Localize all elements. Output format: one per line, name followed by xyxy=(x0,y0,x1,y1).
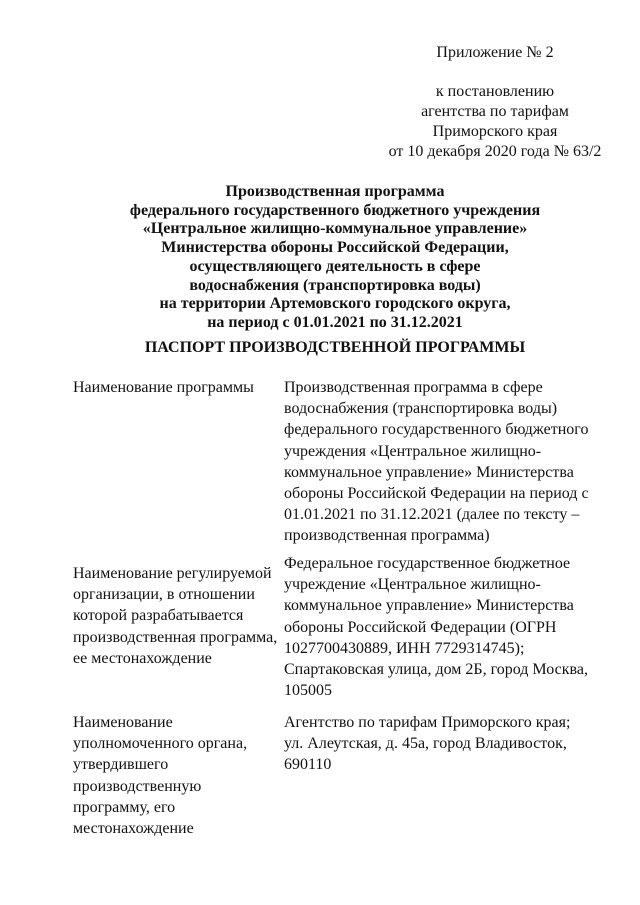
value-line: коммунальное управление» Министерства xyxy=(284,463,574,481)
label-line: Наименование xyxy=(73,714,173,731)
value-line: обороны Российской Федерации на период с xyxy=(284,485,589,503)
appendix-line: к постановлению xyxy=(435,83,555,100)
label-line: утвердившего xyxy=(73,756,169,774)
title-line: на территории Артемовского городского округа, xyxy=(159,295,511,313)
label-line: которой разрабатывается xyxy=(73,607,244,625)
value-line: Производственная программа в сфере xyxy=(284,379,543,396)
value-line: федерального государственного бюджетного xyxy=(284,421,589,439)
title-line: водоснабжения (транспортировка воды) xyxy=(189,276,481,294)
appendix-line: от 10 декабря 2020 года № 63/2 xyxy=(388,143,602,160)
value-line: 01.01.2021 по 31.12.2021 (далее по тексту – xyxy=(284,506,580,524)
value-line: производственная программа) xyxy=(284,527,490,545)
appendix-reference xyxy=(380,82,610,162)
row-label xyxy=(73,377,273,398)
row-label xyxy=(73,712,273,839)
value-line: Спартаковская улица, дом 2Б, город Москва, xyxy=(284,661,588,679)
value-line: учреждение «Центральное жилищно- xyxy=(284,576,541,594)
appendix-number-text: Приложение № 2 xyxy=(436,44,554,61)
appendix-number xyxy=(380,43,610,63)
label-line: местонахождение xyxy=(73,820,194,838)
appendix-line: Приморского края xyxy=(432,123,558,140)
row-label xyxy=(73,563,278,669)
value-line: коммунальное управление» Министерства xyxy=(284,597,574,615)
value-line: ул. Алеутская, д. 45а, город Владивосток, xyxy=(284,735,567,753)
label-line: Наименование программы xyxy=(73,379,254,396)
value-line: Агентство по тарифам Приморского края; xyxy=(284,714,571,731)
value-line: учреждения «Центральное жилищно- xyxy=(284,442,542,460)
row-value xyxy=(284,553,604,701)
value-line: водоснабжения (транспортировка воды) xyxy=(284,400,558,418)
document-title xyxy=(60,183,610,333)
value-line: 1027700430889, ИНН 7729314745); xyxy=(284,639,525,657)
title-line: Производственная программа xyxy=(225,183,445,200)
value-line: 105005 xyxy=(284,682,332,700)
title-line: осуществляющего деятельность в сфере xyxy=(189,257,481,275)
label-line: организации, в отношении xyxy=(73,586,255,604)
title-line: Министерства обороны Российской Федерации, xyxy=(161,239,509,257)
label-line: производственную xyxy=(73,777,202,795)
title-line: федерального государственного бюджетного учреждения xyxy=(129,201,541,219)
title-line: на период с 01.01.2021 по 31.12.2021 xyxy=(207,313,463,331)
label-line: производственная программа, xyxy=(73,628,278,646)
value-line: Федеральное государственное бюджетное xyxy=(284,555,571,572)
value-line: 690110 xyxy=(284,756,332,774)
label-line: уполномоченного органа, xyxy=(73,735,248,753)
row-value xyxy=(284,377,604,547)
appendix-line: агентства по тарифам xyxy=(421,103,569,120)
row-value xyxy=(284,712,604,776)
label-line: Наименование регулируемой xyxy=(73,565,272,582)
value-line: обороны Российской Федерации (ОГРН xyxy=(284,618,557,636)
passport-heading: ПАСПОРТ ПРОИЗВОДСТВЕННОЙ ПРОГРАММЫ xyxy=(144,339,526,356)
title-line: «Центральное жилищно-коммунальное управление» xyxy=(142,220,528,238)
label-line: ее местонахождение xyxy=(73,649,212,667)
label-line: программу, его xyxy=(73,798,176,816)
